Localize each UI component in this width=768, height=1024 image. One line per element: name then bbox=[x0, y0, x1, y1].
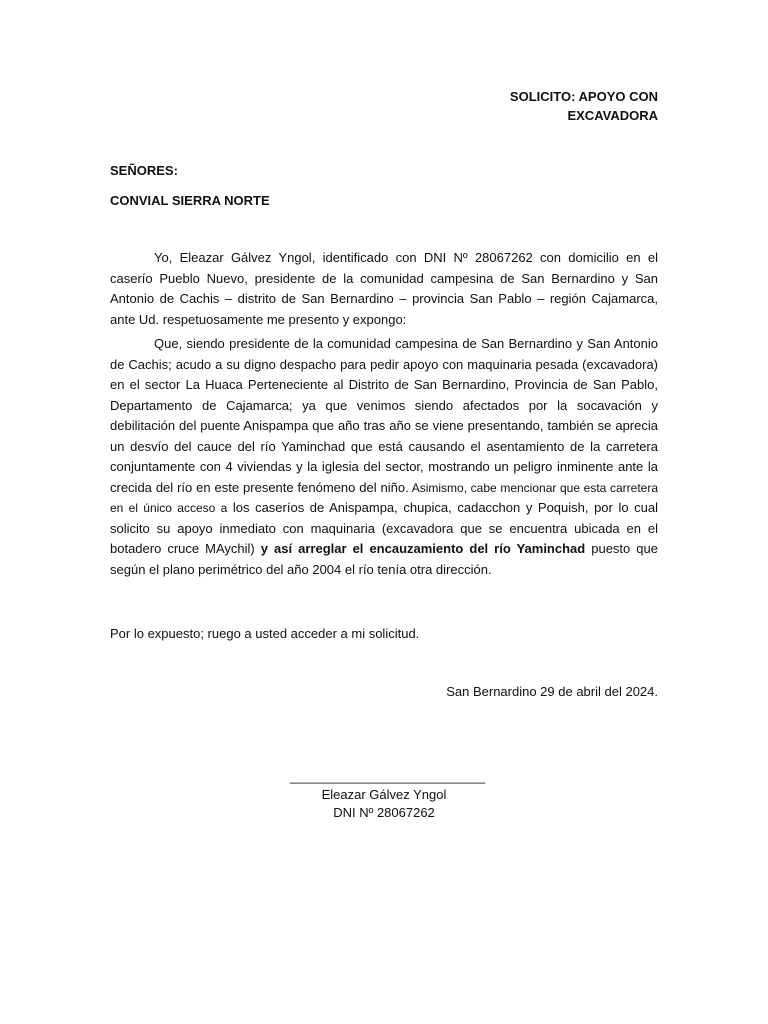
date-line: San Bernardino 29 de abril del 2024. bbox=[446, 684, 658, 699]
request-paragraph-emphasis: y así arreglar el encauzamiento del río Yaminchad bbox=[260, 541, 586, 556]
signature-underscore-line: ___________________________ bbox=[290, 769, 486, 784]
signatory-name: Eleazar Gálvez Yngol bbox=[321, 787, 447, 802]
subject-line-1: SOLICITO: APOYO CON bbox=[509, 89, 658, 104]
request-paragraph-part-3: los caseríos de Anispampa, chupica, cadacchon y Poquish, por lo cual solicito su apoyo inmediato con maquinaria (excavadora que se encuentra ubicada en el botadero cruce MAychil) bbox=[110, 500, 658, 556]
subject-heading bbox=[510, 87, 658, 125]
request-paragraph-part-2: Asimismo, cabe mencionar que esta carretera en el único acceso a bbox=[110, 480, 658, 515]
addressee-salutation: SEÑORES: bbox=[110, 163, 178, 178]
addressee-organization: CONVIAL SIERRA NORTE bbox=[110, 193, 270, 208]
signature-block bbox=[290, 768, 486, 822]
introduction-paragraph: Yo, Eleazar Gálvez Yngol, identificado con DNI Nº 28067262 con domicilio en el caserío Pueblo Nuevo, presidente de la comunidad campesina de San Bernardino y San Antonio de Cachis – distrito de San Bernardino – provincia San Pablo – región Cajamarca, ante Ud. respetuosamente me presento y expongo: bbox=[110, 250, 658, 327]
request-paragraph-part-5: puesto que según el plano perimétrico del año 2004 el río tenía otra dirección. bbox=[110, 541, 658, 577]
request-paragraph-part-1: Que, siendo presidente de la comunidad campesina de San Bernardino y San Antonio de Cachis; acudo a su digno despacho para pedir apoyo con maquinaria pesada (excavadora) en el sector La Huaca Perteneciente al Distrito de San Bernardino, Provincia de San Pablo, Departamento de Cajamarca; ya que venimos siendo afectados por la socavación y debilitación del puente Anispampa que año tras año se viene presentando, también se aprecia un desvío del cauce del río Yaminchad que está causando el asentamiento de la carretera conjuntamente con 4 viviendas y la iglesia del sector, mostrando un peligro inminente ante la crecida del río en este presente fenómeno del niño. bbox=[110, 336, 658, 495]
request-paragraph bbox=[110, 334, 658, 580]
signatory-dni: DNI Nº 28067262 bbox=[333, 805, 435, 820]
subject-line-2: EXCAVADORA bbox=[567, 108, 658, 123]
closing-sentence: Por lo expuesto; ruego a usted acceder a mi solicitud. bbox=[110, 626, 420, 641]
